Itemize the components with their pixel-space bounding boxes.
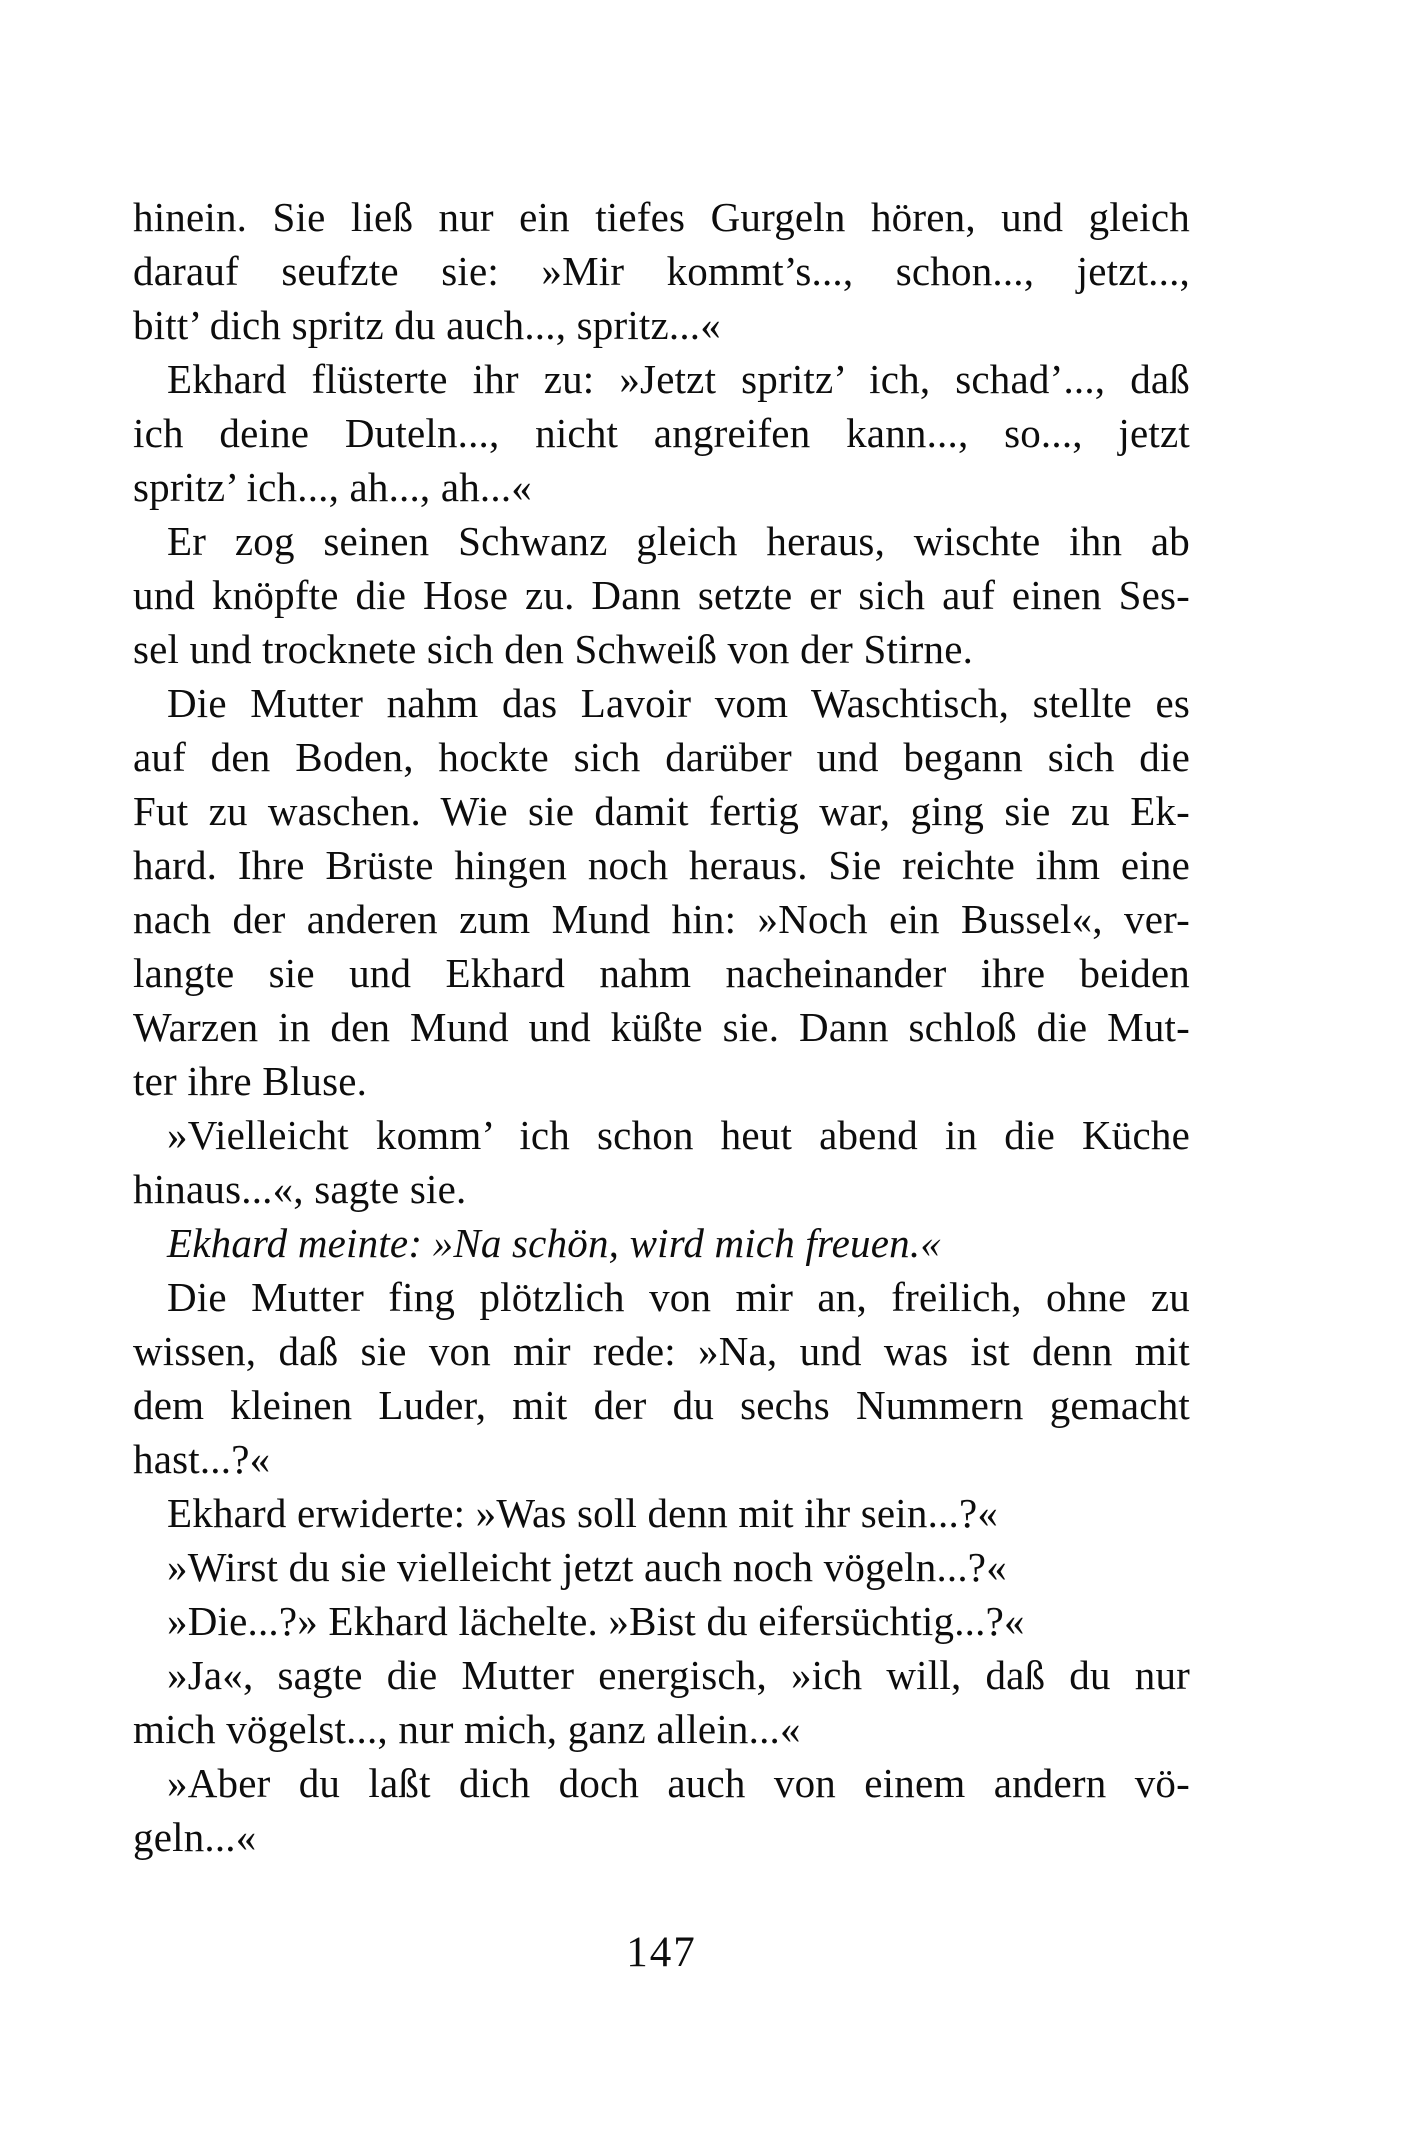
text-line: hinaus...«, sagte sie. xyxy=(133,1166,467,1212)
text-line: ich deine Duteln..., nicht angreifen kann..., so..., jetzt xyxy=(133,410,1190,456)
text-line: auf den Boden, hockte sich darüber und begann sich die xyxy=(133,734,1190,780)
text-line: »Aber du laßt dich doch auch von einem andern vö- xyxy=(167,1760,1190,1806)
text-line: Warzen in den Mund und küßte sie. Dann schloß die Mut- xyxy=(133,1004,1190,1050)
page-text xyxy=(133,190,1190,1864)
text-line: spritz’ ich..., ah..., ah...« xyxy=(133,464,532,510)
text-line: und knöpfte die Hose zu. Dann setzte er sich auf einen Ses- xyxy=(133,572,1190,618)
text-line: »Vielleicht komm’ ich schon heut abend in die Küche xyxy=(167,1112,1190,1158)
text-line: darauf seufzte sie: »Mir kommt’s..., schon..., jetzt..., xyxy=(133,248,1190,294)
text-line: Fut zu waschen. Wie sie damit fertig war, ging sie zu Ek- xyxy=(133,788,1190,834)
text-line: hast...?« xyxy=(133,1436,271,1482)
text-line: »Wirst du sie vielleicht jetzt auch noch vögeln...?« xyxy=(167,1544,1007,1590)
text-line: ter ihre Bluse. xyxy=(133,1058,368,1104)
page-number: 147 xyxy=(626,1929,697,1976)
text-line: dem kleinen Luder, mit der du sechs Nummern gemacht xyxy=(133,1382,1190,1428)
text-line: geln...« xyxy=(133,1814,257,1860)
text-line: Die Mutter fing plötzlich von mir an, freilich, ohne zu xyxy=(167,1274,1190,1320)
text-line: hard. Ihre Brüste hingen noch heraus. Sie reichte ihm eine xyxy=(133,842,1190,888)
text-line: nach der anderen zum Mund hin: »Noch ein Bussel«, ver- xyxy=(133,896,1190,942)
text-line: »Die...?» Ekhard lächelte. »Bist du eifersüchtig...?« xyxy=(167,1598,1025,1644)
text-line: Ekhard erwiderte: »Was soll denn mit ihr sein...?« xyxy=(167,1490,999,1536)
text-line: Die Mutter nahm das Lavoir vom Waschtisch, stellte es xyxy=(167,680,1190,726)
text-line: Ekhard meinte: »Na schön, wird mich freuen.« xyxy=(167,1220,942,1266)
text-line: sel und trocknete sich den Schweiß von der Stirne. xyxy=(133,626,974,672)
text-line: bitt’ dich spritz du auch..., spritz...« xyxy=(133,302,721,348)
text-line: wissen, daß sie von mir rede: »Na, und was ist denn mit xyxy=(133,1328,1190,1374)
text-line: Ekhard flüsterte ihr zu: »Jetzt spritz’ ich, schad’..., daß xyxy=(167,356,1190,402)
text-line: mich vögelst..., nur mich, ganz allein...« xyxy=(133,1706,801,1752)
text-line: »Ja«, sagte die Mutter energisch, »ich will, daß du nur xyxy=(167,1652,1190,1698)
text-line: Er zog seinen Schwanz gleich heraus, wischte ihn ab xyxy=(167,518,1190,564)
text-line: langte sie und Ekhard nahm nacheinander ihre beiden xyxy=(133,950,1190,996)
text-line: hinein. Sie ließ nur ein tiefes Gurgeln hören, und gleich xyxy=(133,194,1190,240)
